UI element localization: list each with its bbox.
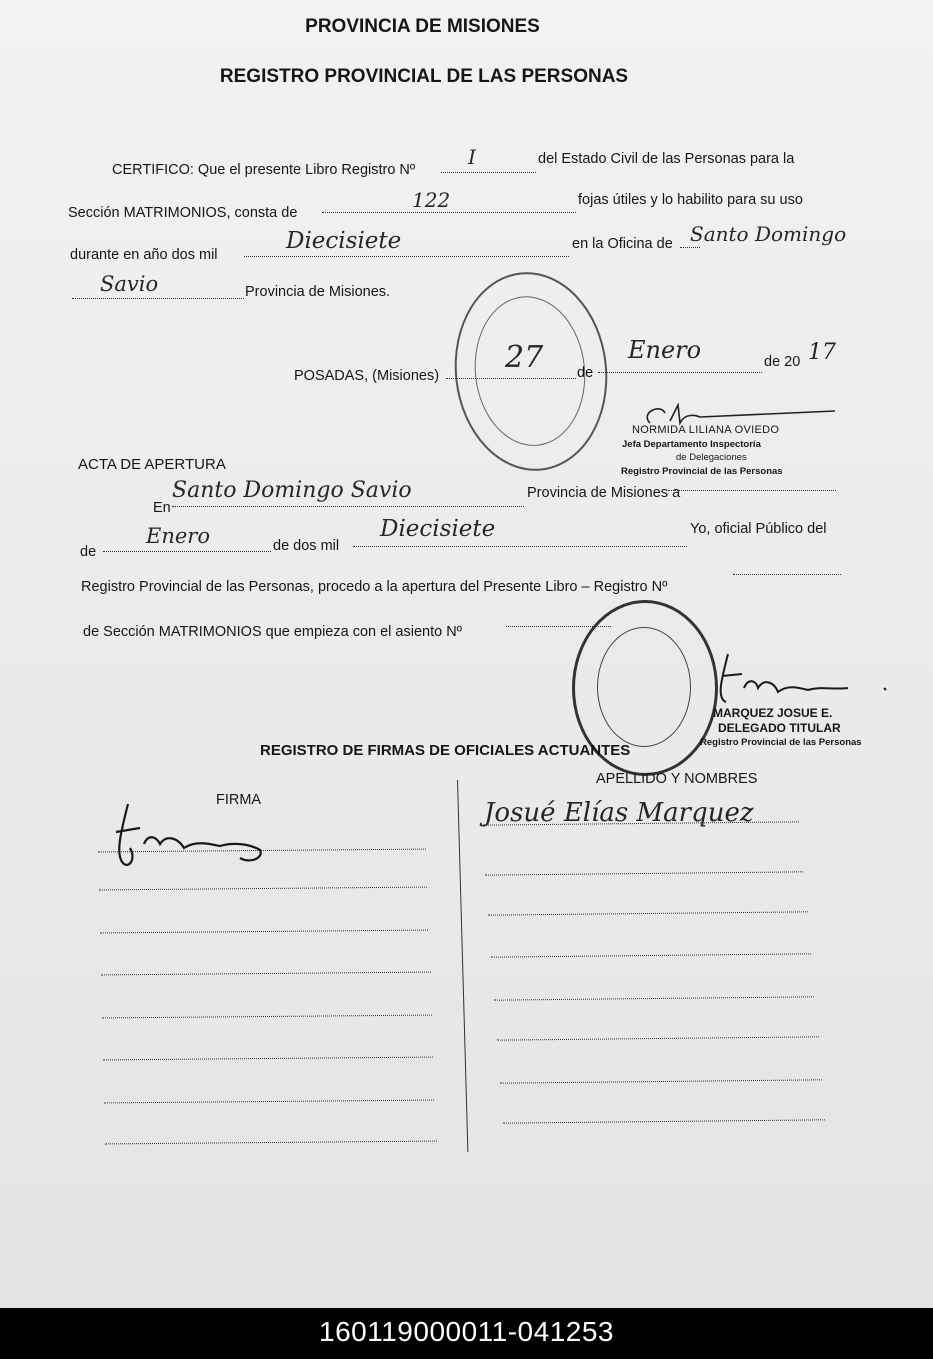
cert-line3-dots: [244, 256, 569, 257]
signatory1-role1: Jefa Departamento Inspectoría: [622, 439, 761, 450]
apertura-month-handwritten: Enero: [146, 524, 210, 548]
apertura-line1-dots: [172, 506, 524, 507]
delegation-stamp-inner-ring: [597, 627, 691, 747]
official-stamp-inner-ring: [467, 291, 592, 452]
apertura-line2-b: de dos mil: [273, 538, 340, 554]
apertura-line2-a: de: [80, 544, 97, 560]
apertura-line1-a: En: [153, 500, 171, 516]
signatory2-name: MARQUEZ JOSUE E.: [713, 706, 833, 720]
cert-line3-b: en la Oficina de: [572, 236, 673, 252]
signatory1-role3: Registro Provincial de las Personas: [621, 466, 783, 477]
firmas-title: REGISTRO DE FIRMAS DE OFICIALES ACTUANTES: [260, 742, 631, 759]
footer-code: 160119000011-041253: [319, 1316, 614, 1347]
cert-office-handwritten-2: Savio: [100, 272, 159, 296]
apertura-year-handwritten: Diecisiete: [380, 516, 496, 542]
cert-line4-dots: [72, 298, 244, 299]
apertura-line2-dots1: [103, 551, 271, 552]
apertura-place-handwritten: Santo Domingo Savio: [172, 478, 412, 503]
cert-date-year: 17: [808, 340, 836, 365]
cert-line2-b: fojas útiles y lo habilito para su uso: [578, 192, 803, 208]
signatory2-role1: DELEGADO TITULAR: [718, 721, 841, 735]
cert-line1-b: del Estado Civil de las Personas para la: [538, 151, 795, 167]
cert-year-handwritten: Diecisiete: [286, 228, 402, 254]
cert-line2-a: Sección MATRIMONIOS, consta de: [68, 205, 298, 221]
cert-fojas-count: 122: [412, 188, 451, 212]
cert-line3-a: durante en año dos mil: [70, 247, 218, 263]
cert-date-day: 27: [505, 340, 544, 375]
firmas-entry-name: Josué Elías Marquez: [484, 798, 754, 828]
signatory1-role2: de Delegaciones: [676, 452, 747, 463]
cert-date-month: Enero: [628, 336, 702, 364]
apertura-line1-b: Provincia de Misiones a: [527, 485, 681, 501]
apertura-line3-dots: [733, 574, 841, 575]
cert-date-de: de: [577, 365, 594, 381]
signatory1-name: NORMIDA LILIANA OVIEDO: [632, 424, 780, 436]
apertura-title: ACTA DE APERTURA: [78, 456, 226, 473]
apertura-line2-dots2: [353, 546, 687, 547]
apertura-line4: de Sección MATRIMONIOS que empieza con el asiento Nº: [83, 624, 462, 640]
header-subtitle: REGISTRO PROVINCIAL DE LAS PERSONAS: [219, 66, 629, 87]
cert-book-number: I: [468, 145, 476, 169]
cert-line1-dots: [441, 172, 536, 173]
cert-office-handwritten: Santo Domingo: [690, 222, 847, 246]
cert-office-dots: [680, 247, 700, 248]
signature-marquez: [708, 648, 893, 708]
cert-date-year-prefix: de 20: [764, 354, 801, 370]
firmas-col-nombres: APELLIDO Y NOMBRES: [596, 771, 758, 787]
apertura-line1-end-dots: [668, 490, 836, 491]
firma-signature: [100, 798, 270, 870]
signatory2-role2: Registro Provincial de las Personas: [700, 737, 862, 748]
cert-line1-a: CERTIFICO: Que el presente Libro Registro Nº: [112, 162, 416, 178]
apertura-line3: Registro Provincial de las Personas, procedo a la apertura del Presente Libro – Registro Nº: [81, 579, 668, 595]
cert-month-dots: [598, 372, 762, 373]
firmas-col-firma: FIRMA: [216, 792, 262, 808]
cert-line4-b: Provincia de Misiones.: [245, 284, 391, 300]
header-title: PROVINCIA DE MISIONES: [305, 16, 540, 37]
cert-date-place: POSADAS, (Misiones): [294, 368, 440, 384]
cert-line2-dots: [322, 212, 576, 213]
apertura-line2-c: Yo, oficial Público del: [690, 521, 827, 537]
